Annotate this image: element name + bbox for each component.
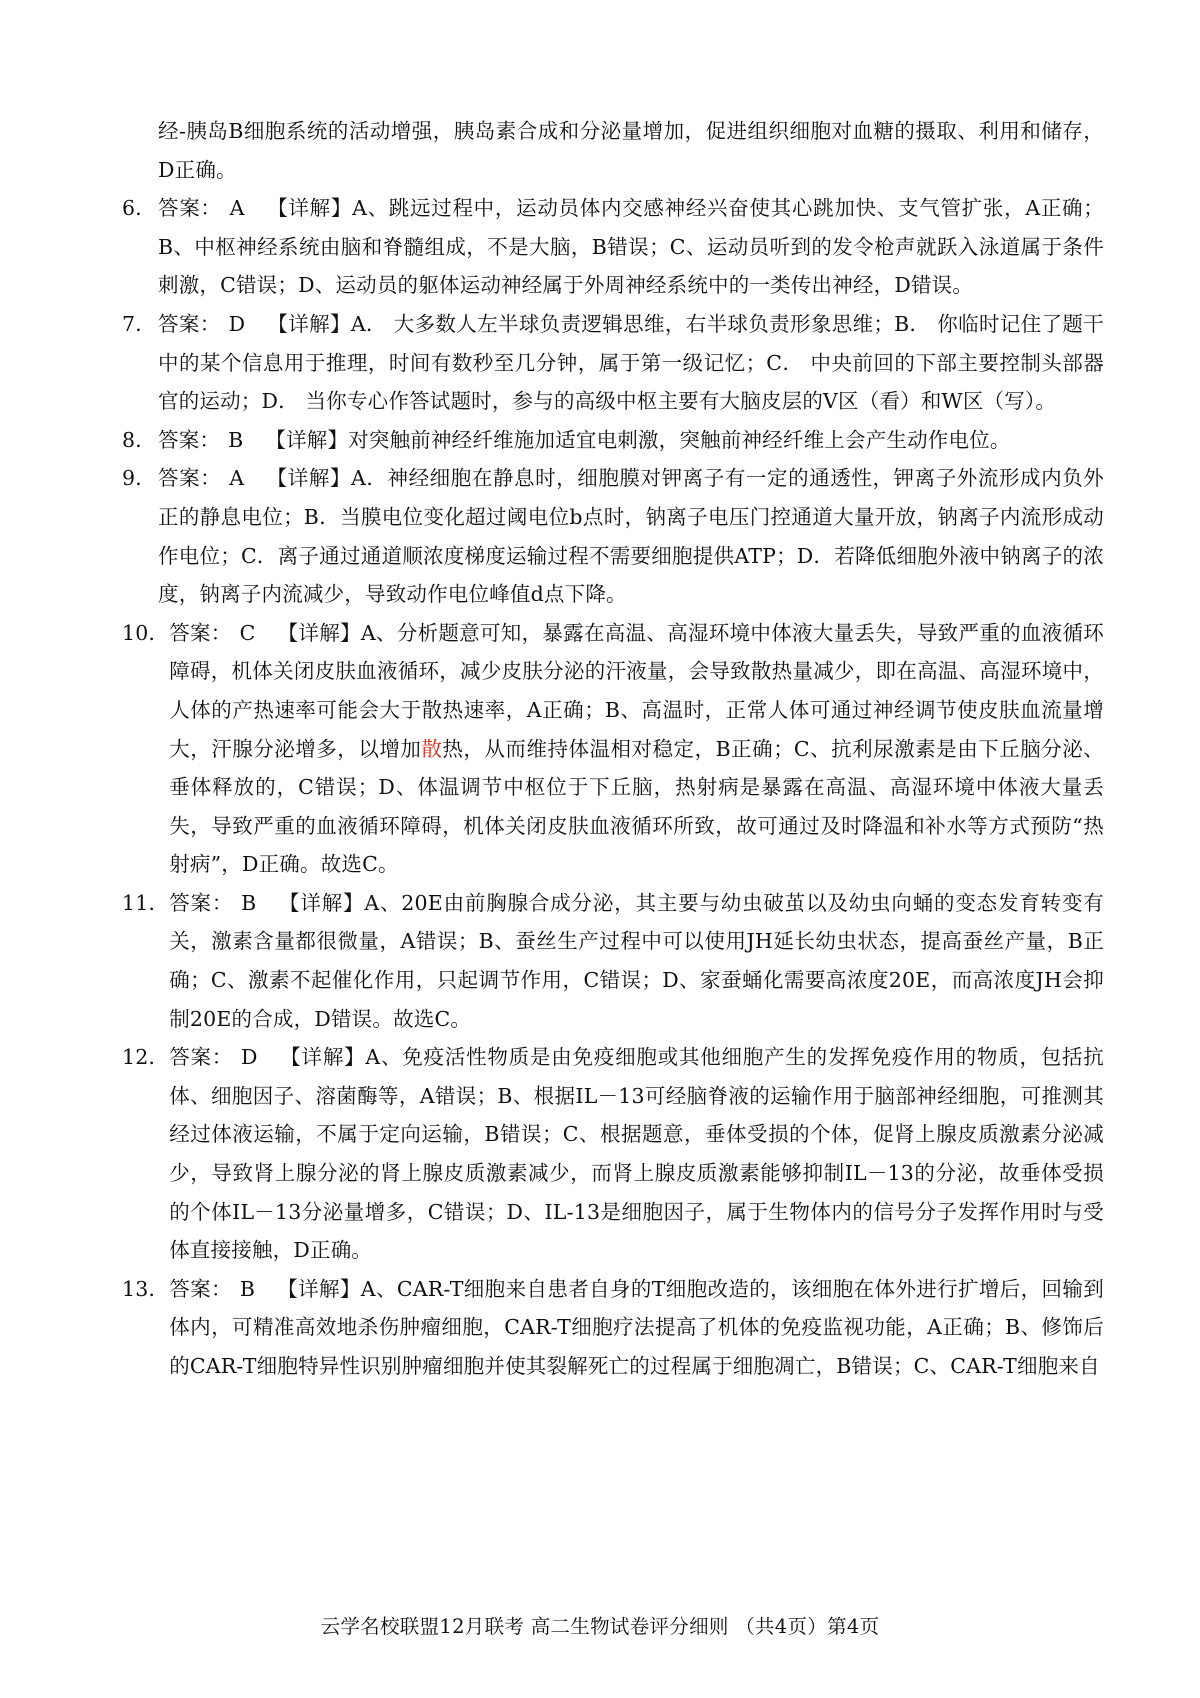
item-number: 8． [122,427,156,452]
answer-item-9 [122,459,1104,613]
answer-value: B [241,890,257,915]
answer-label: 答案： [158,427,221,452]
item-body [169,1270,1104,1386]
item-number: 9． [122,466,156,491]
item-body [158,189,1104,305]
detail-label: 【详解】 [278,890,365,915]
detail-text: A． 大多数人左半球负责逻辑思维，右半球负责形象思维；B． 你临时记住了题干中的某个信息用于推理，时间有数秒至几分钟，属于第一级记忆；C． 中央前回的下部主要控制头部器官的运动；D． 当你专心作答试题时，参与的高级中枢主要有大脑皮层的V区（看）和W区（写）。 [158,311,1104,414]
highlighted-word: 散 [421,736,443,761]
detail-text: A、20E由前胸腺合成分泌，其主要与幼虫破茧以及幼虫向蛹的变态发育转变有关，激素含量都很微量，A错误；B、蚕丝生产过程中可以使用JH延长幼虫状态，提高蚕丝产量，B正确；C、激素不起催化作用，只起调节作用，C错误；D、家蚕蛹化需要高浓度20E，而高浓度JH会抑制20E的合成，D错误。故选C。 [169,890,1104,1031]
detail-label: 【详解】 [277,1276,361,1301]
answer-item-10 [122,614,1104,884]
answer-item-12 [122,1038,1104,1270]
detail-text: A、分析题意可知，暴露在高温、高湿环境中体液大量丢失，导致严重的血液循环障碍，机体关闭皮肤血液循环，减少皮肤分泌的汗液量，会导致散热量减少，即在高温、高湿环境中，人体的产热速率可能会大于散热速率，A正确；B、高温时，正常人体可通过神经调节使皮肤血流量增大，汗腺分泌增多，以增加 [169,620,1104,761]
detail-label: 【详解】 [266,466,352,491]
item-body [158,459,1104,613]
detail-text-continued: 热，从而维持体温相对稳定，B正确；C、抗利尿激素是由下丘脑分泌、垂体释放的，C错误；D、体温调节中枢位于下丘脑，热射病是暴露在高温、高湿环境中体液大量丢失，导致严重的血液循环障碍，机体关闭皮肤血液循环所致，故可通过及时降温和补水等方式预防“热射病”，D正确。故选C。 [169,736,1104,877]
continuation-paragraph: 经-胰岛B细胞系统的活动增强，胰岛素合成和分泌量增加，促进组织细胞对血糖的摄取、利用和储存，D正确。 [158,119,1104,182]
detail-text: A、跳远过程中，运动员体内交感神经兴奋使其心跳加快、支气管扩张，A正确；B、中枢神经系统由脑和脊髓组成，不是大脑，B错误；C、运动员听到的发令枪声就跃入泳道属于条件刺激，C错误；D、运动员的躯体运动神经属于外周神经系统中的一类传出神经，D错误。 [158,196,1104,298]
item-number: 6． [122,196,156,221]
item-number: 10． [122,620,170,645]
detail-label: 【详解】 [265,427,349,452]
answer-value: D [228,311,246,336]
answer-explanations [122,112,1104,1386]
item-number: 12． [122,1045,170,1070]
detail-label: 【详解】 [266,196,353,221]
page-footer: 云学名校联盟12月联考 高二生物试卷评分细则 （共4页）第4页 [320,1615,880,1638]
answer-label: 答案： [169,620,232,645]
answer-value: A [229,466,245,491]
answer-value: C [239,620,256,645]
item-body [169,884,1104,1038]
answer-value: A [229,196,245,221]
answer-value: B [239,1276,256,1301]
detail-text: A．神经细胞在静息时，细胞膜对钾离子有一定的通透性，钾离子外流形成内负外正的静息电位；B．当膜电位变化超过阈电位b点时，钠离子电压门控通道大量开放，钠离子内流形成动作电位；C．离子通过通道顺浓度梯度运输过程不需要细胞提供ATP；D．若降低细胞外液中钠离子的浓度，钠离子内流减少，导致动作电位峰值d点下降。 [158,466,1104,607]
answer-item-7 [122,305,1104,421]
detail-label: 【详解】 [277,620,361,645]
answer-label: 答案： [169,1045,234,1070]
detail-label: 【详解】 [267,311,351,336]
answer-item-6 [122,189,1104,305]
detail-text: A、免疫活性物质是由免疫细胞或其他细胞产生的发挥免疫作用的物质，包括抗体、细胞因子、溶菌酶等，A错误；B、根据IL－13可经脑脊液的运输作用于脑部神经细胞，可推测其经过体液运输，不属于定向运输，B错误；C、根据题意，垂体受损的个体，促肾上腺皮质激素分泌减少，导致肾上腺分泌的肾上腺皮质激素减少，而肾上腺皮质激素能够抑制IL－13的分泌，故垂体受损的个体IL－13分泌量增多，C错误；D、IL-13是细胞因子，属于生物体内的信号分子发挥作用时与受体直接接触，D正确。 [169,1045,1104,1263]
answer-item-13 [122,1270,1104,1386]
answer-label: 答案： [158,311,221,336]
item-body [158,421,1104,460]
detail-text: A、CAR-T细胞来自患者自身的T细胞改造的，该细胞在体外进行扩增后，回输到体内，可精准高效地杀伤肿瘤细胞，CAR-T细胞疗法提高了机体的免疫监视功能，A正确；B、修饰后的CAR-T细胞特异性识别肿瘤细胞并使其裂解死亡的过程属于细胞凋亡，B错误；C、CAR-T细胞来自 [169,1276,1104,1378]
detail-label: 【详解】 [279,1045,366,1070]
item-number: 13． [122,1276,170,1301]
answer-label: 答案： [169,1276,232,1301]
item-number: 11． [122,890,170,915]
detail-text: 对突触前神经纤维施加适宜电刺激，突触前神经纤维上会产生动作电位。 [348,427,1011,452]
answer-value: D [241,1045,258,1070]
item-body [158,305,1104,421]
answer-label: 答案： [158,466,222,491]
answer-value: B [228,427,244,452]
answer-item-11 [122,884,1104,1038]
item-body [169,1038,1104,1270]
answer-item-8 [122,421,1104,460]
answer-label: 答案： [169,890,234,915]
item-body [169,614,1104,884]
answer-label: 答案： [158,196,222,221]
item-number: 7． [122,311,156,336]
